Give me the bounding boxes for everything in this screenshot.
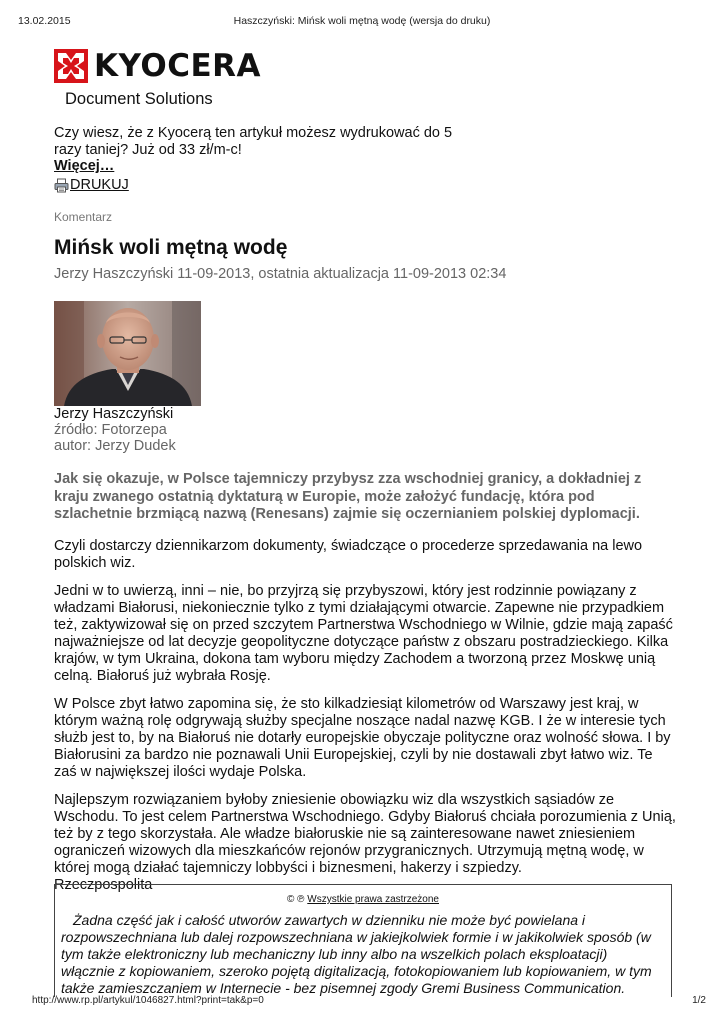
kyocera-logo[interactable] (54, 48, 262, 111)
article-paragraph: W Polsce zbyt łatwo zapomina się, że sto kilkadziesiąt kilometrów od Warszawy jest kraj, w którym ważną rolę odgrywają służby specjalne noszące nadal nazwę KGB. I że w interesie tych służb jest to, by na Białoruś nie dotarły europejskie obyczaje polityczne oraz wolność słowa. I by Białorusini za bardzo nie poznawali Unii Europejskiej, czyli by nie dostawali zbyt łatwo wiz. Te zaś w największej ilości wydaje Polska. (54, 696, 671, 780)
print-button[interactable] (54, 176, 129, 194)
photo-caption (54, 406, 176, 454)
article-lead: Jak się okazuje, w Polsce tajemniczy przybysz zza wschodniej granicy, a dokładniej z kraju zwanego ostatnią dyktaturą w Europie, może założyć fundację, która pod szlachetnie brzmiącą nazwą (Renesans) zajmie się oczernianiem polskiej dyplomacji. (54, 471, 642, 522)
author-photo (54, 301, 201, 406)
print-date: 13.02.2015 (18, 15, 71, 27)
print-page-number: 1/2 (692, 995, 706, 1006)
author-photo-image (54, 301, 201, 406)
promo-text: Czy wiesz, że z Kyocerą ten artykuł możesz wydrukować do 5 razy taniej? Już od 33 zł/m-c! (54, 125, 453, 158)
copyright-text: Żadna część jak i całość utworów zawartych w dzienniku nie może być powielana i rozpowszechniana lub dalej rozpowszechniana w jakiejkolwiek formie i w jakikolwiek sposób (w tym także elektroniczny lub mechaniczny lub inny albo na wszelkich polach eksploatacji) włącznie z kopiowaniem, szeroko pojętą digitalizacją, fotokopiowaniem lub kopiowaniem, w tym także zamieszczaniem w Internecie - bez pisemnej zgody Gremi Business Communication. (61, 912, 652, 996)
caption-name: Jerzy Haszczyński (54, 406, 174, 422)
kyocera-mark-icon (54, 49, 88, 83)
article-category: Komentarz (54, 210, 113, 224)
article-paragraph: Najlepszym rozwiązaniem byłoby zniesienie obowiązku wiz dla wszystkich sąsiadów ze Wschodu. To jest celem Partnerstwa Wschodniego. Gdyby Białoruś chciała porozumienia z Unią, też by z tego skorzystała. Ale władze białoruskie nie są zainteresowane nawet zniesieniem ograniczeń wizowych dla mieszkańców rejonów przygranicznych. Utrzymują mętną wodę, w której mogą działać tajemniczy lobbyści i biznesmeni, hakerzy i szpiedzy. (54, 792, 676, 876)
article-body (54, 538, 676, 894)
article-paragraph: Jedni w to uwierzą, inni – nie, bo przyjrzą się przybyszowi, który jest rodzinnie powiązany z władzami Białorusi, niekoniecznie tylko z tymi działającymi otwarcie. Zapewne nie przypadkiem też, zaktywizował się on przed szczytem Partnerstwa Wschodniego w Wilnie, gdzie mają zapaść najważniejsze od lat decyzje geopolityczne dotyczące państw z obszaru postradzieckiego. Kilka krajów, w tym Ukraina, dokona tam wyboru między Zachodem a tworzoną przez Moskwę unią celną. Białoruś już wybrała Rosję. (54, 583, 673, 684)
print-page-title: Haszczyński: Mińsk woli mętną wodę (wersja do druku) (233, 15, 491, 27)
logo-tagline: Document Solutions (65, 90, 213, 108)
caption-source: źródło: Fotorzepa (54, 422, 167, 438)
article-paragraph: Czyli dostarczy dziennikarzom dokumenty, świadczące o procederze sprzedawania na lewo polskich wiz. (54, 538, 643, 571)
printer-icon (54, 178, 69, 193)
print-label[interactable]: DRUKUJ (70, 177, 129, 193)
copyright-header (55, 894, 671, 905)
article-title: Mińsk woli mętną wodę (54, 236, 288, 259)
copyright-symbols: © ℗ (286, 894, 305, 905)
kyocera-wordmark: KYOCERA (94, 48, 262, 84)
copyright-link[interactable]: Wszystkie prawa zastrzeżone (307, 894, 439, 905)
copyright-box (54, 884, 672, 997)
print-url: http://www.rp.pl/artykul/1046827.html?print=tak&p=0 (32, 995, 264, 1006)
caption-author: autor: Jerzy Dudek (54, 438, 176, 454)
promo-more-link[interactable]: Więcej… (54, 158, 115, 174)
article-byline: Jerzy Haszczyński 11-09-2013, ostatnia aktualizacja 11-09-2013 02:34 (54, 266, 507, 282)
article-source: Rzeczpospolita (54, 877, 153, 893)
